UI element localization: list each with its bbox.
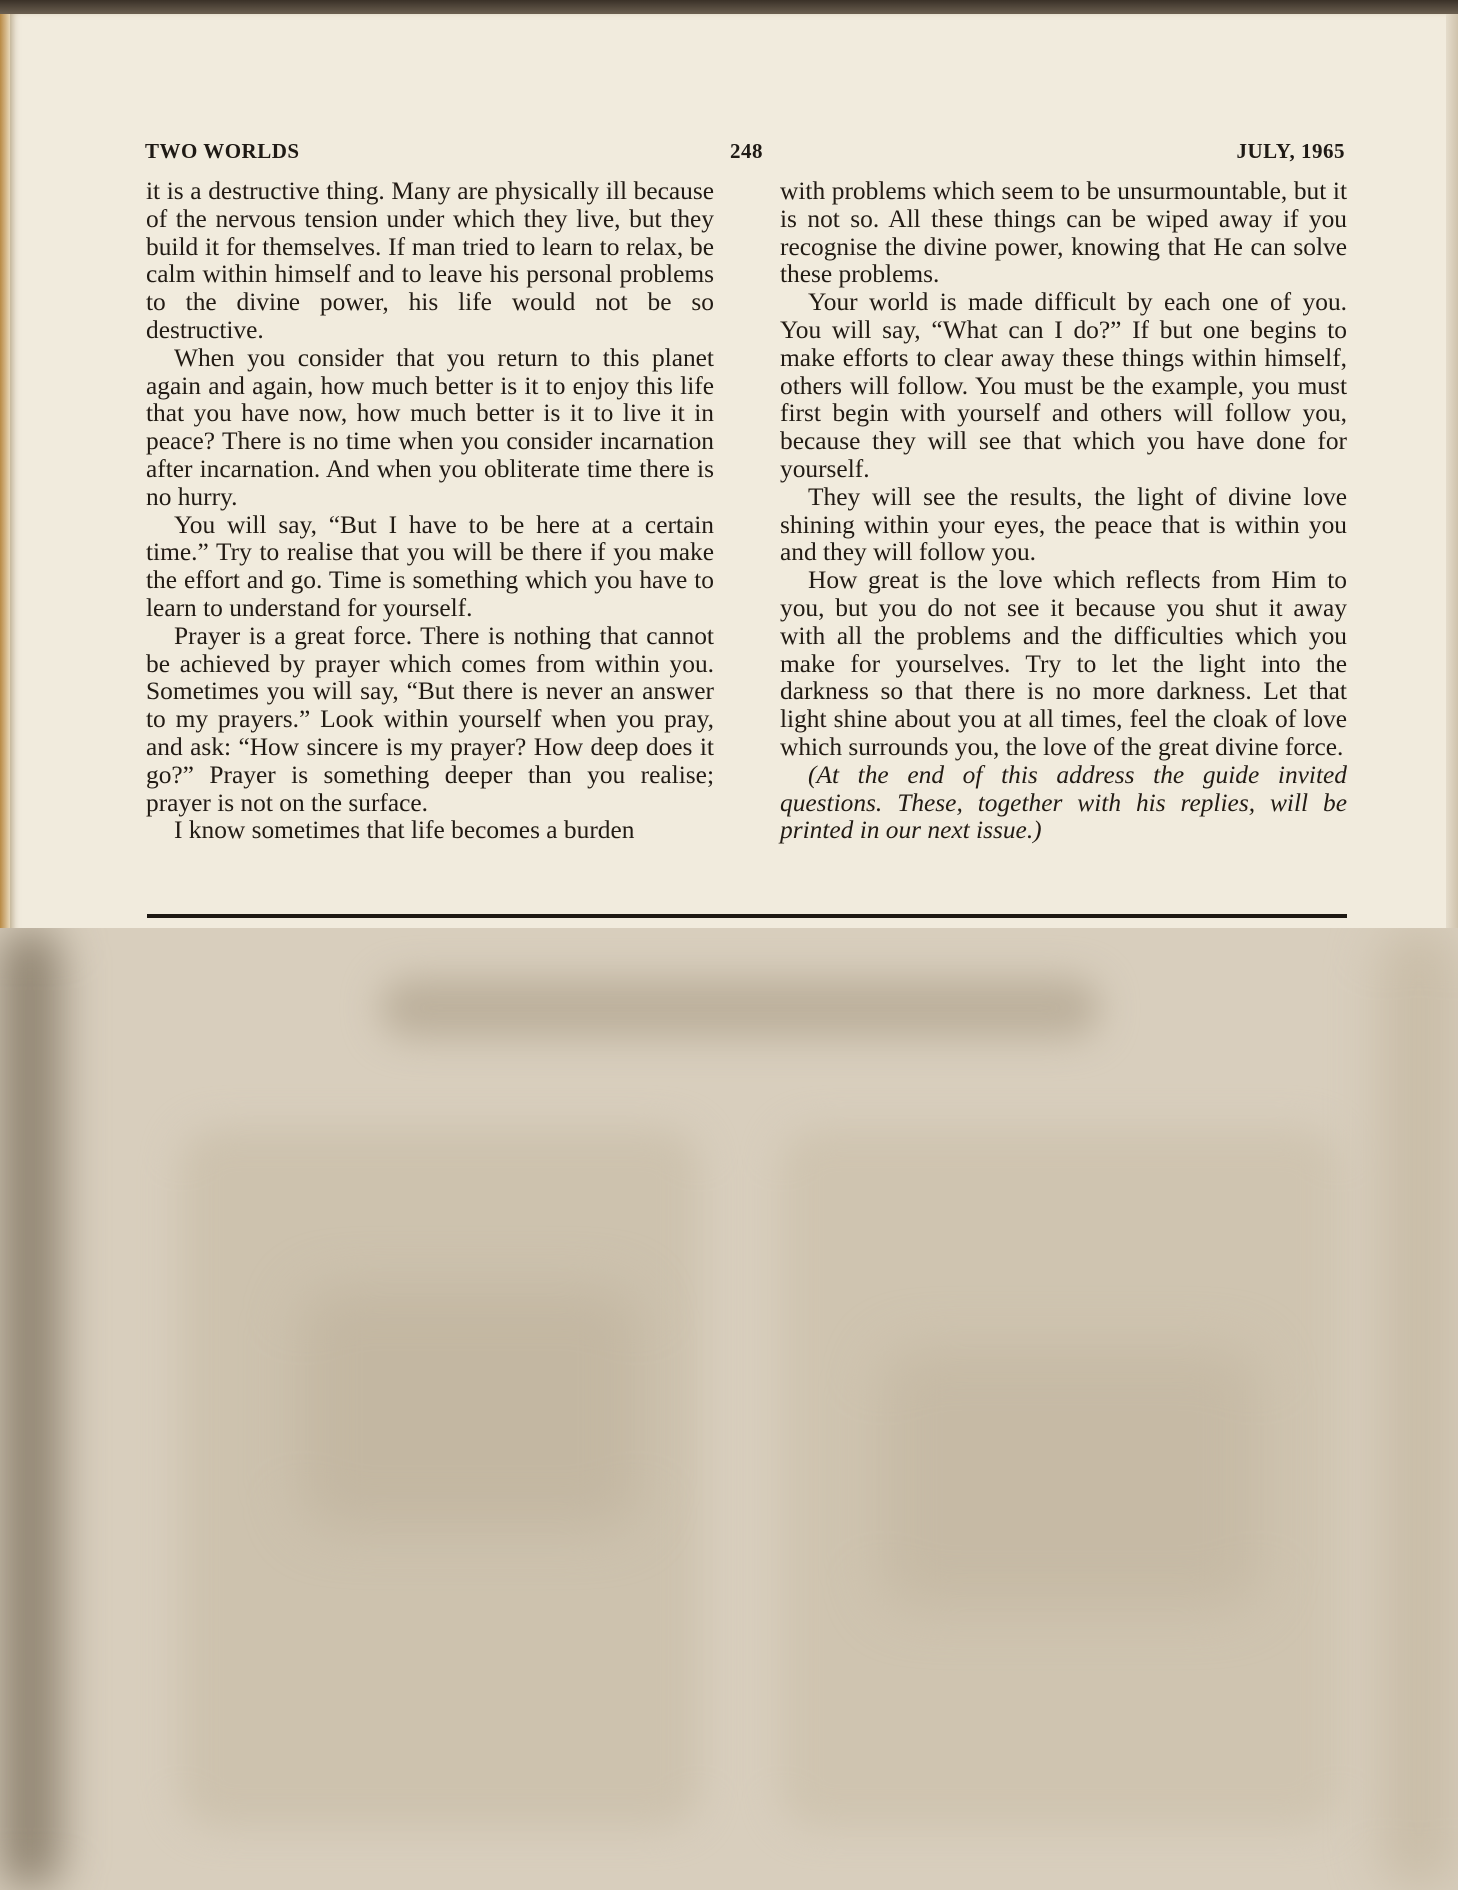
paragraph: When you consider that you return to this planet again and again, how much better is it to enjoy this life that you have now, how much better is it to live it in peace? There is no time when you consider incarnation after incarnation. And when you obliterate time there is no hurry. <box>146 343 714 511</box>
blur-shadow <box>0 928 60 1890</box>
page-left-edge <box>0 14 10 934</box>
paragraph: They will see the results, the light of divine love shining within your eyes, the peace that is within you and they will follow you. <box>780 482 1347 567</box>
paragraph: it is a destructive thing. Many are physically ill because of the nervous tension under which they live, but they build it for themselves. If man tried to learn to relax, be calm within himself and to leave his personal problems to the divine power, his life would not be so destructive. <box>146 177 714 344</box>
bottom-rule <box>147 914 1347 918</box>
blur-shadow <box>300 1288 640 1528</box>
paragraph: I know sometimes that life becomes a burden <box>174 816 635 845</box>
scan-top-edge <box>0 0 1458 14</box>
blur-shadow <box>380 978 1100 1038</box>
issue-date: JULY, 1965 <box>1236 139 1345 163</box>
blurred-region <box>0 928 1458 1890</box>
right-text-column <box>780 178 1347 845</box>
paragraph: with problems which seem to be unsurmountable, but it is not so. All these things can be wiped away if you recognise the divine power, knowing that He can solve these problems. <box>780 177 1347 289</box>
page-number: 248 <box>730 139 763 163</box>
paragraph: Your world is made difficult by each one of you. You will say, “What can I do?” If but one begins to make efforts to clear away these things within himself, others will follow. You must be the example, you must first begin with yourself and others will follow you, because they will see that which you have done for yourself. <box>780 288 1347 483</box>
paragraph: You will say, “But I have to be here at a certain time.” Try to realise that you will be there if you make the effort and go. Time is something which you have to learn to understand for yourself. <box>146 510 714 622</box>
left-text-column <box>146 178 714 845</box>
blur-shadow <box>880 1348 1260 1608</box>
paragraph: How great is the love which reflects from Him to you, but you do not see it because you shut it away with all the problems and the difficulties which you make for yourselves. Try to let the light into the darkness so that there is no more darkness. Let that light shine about you at all times, feel the cloak of love which surrounds you, the love of the great divine force. <box>780 566 1347 761</box>
blur-shadow <box>1380 928 1458 1890</box>
publication-title: TWO WORLDS <box>145 139 300 163</box>
running-header <box>145 139 1345 165</box>
paragraph: Prayer is a great force. There is nothing that cannot be achieved by prayer which comes from within you. Sometimes you will say, “But there is never an answer to my prayers.” Look within yourself when you pray, and ask: “How sincere is my prayer? How deep does it go?” Prayer is something deeper than you realise; prayer is not on the surface. <box>146 621 714 817</box>
page-right-edge <box>1446 14 1458 934</box>
editorial-note: (At the end of this address the guide invited questions. These, together with his replies, will be printed in our next issue.) <box>780 760 1347 845</box>
